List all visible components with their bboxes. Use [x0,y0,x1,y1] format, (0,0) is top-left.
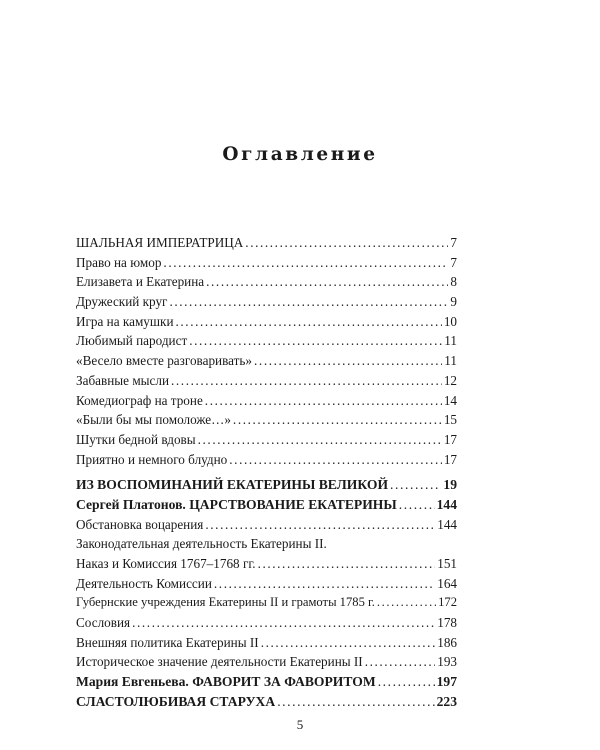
toc-entry-label: Забавные мысли [76,372,170,388]
toc-entry[interactable] [76,633,457,653]
toc-entry[interactable] [76,652,457,672]
toc-leader [171,371,442,391]
toc-entry-page: 15 [443,412,457,428]
toc-entry-page: 19 [443,477,457,493]
toc-entry-page: 7 [450,235,457,250]
table-of-contents [76,233,457,712]
toc-entry[interactable] [76,391,457,411]
toc-leader [229,450,442,470]
toc-leader [132,613,435,633]
toc-entry-page: 8 [450,274,457,290]
toc-entry-label: Внешняя политика Екатерины II [76,634,259,650]
toc-leader [206,272,448,292]
toc-entry[interactable] [76,515,457,535]
toc-entry-page: 11 [444,353,457,369]
toc-entry[interactable] [76,312,457,332]
toc-leader [254,351,442,371]
toc-entry-page: 17 [443,451,457,467]
toc-entry-page: 144 [436,496,457,512]
toc-section[interactable] [76,233,457,253]
toc-leader [163,253,448,273]
toc-entry-label: Любимый пародист [76,333,188,349]
toc-entry[interactable] [76,371,457,391]
toc-entry-label: «Весело вместе разговаривать» [76,353,253,369]
toc-entry-author: Мария Евгеньева. [76,674,189,690]
toc-entry-page: 10 [443,313,457,329]
toc-entry-label: Наказ и Комиссия 1767–1768 гг. [76,556,256,571]
toc-leader [377,593,436,613]
toc-entry-label: Историческое значение деятельности Екатерины II [76,654,363,670]
toc-leader [169,292,448,312]
toc-entry-page: 197 [436,674,457,690]
toc-leader [189,331,442,351]
toc-entry[interactable] [76,292,457,312]
toc-leader [176,312,442,332]
toc-entry-page: 11 [444,333,457,349]
toc-leader [205,391,442,411]
toc-leader [365,652,436,672]
toc-leader [258,554,436,574]
toc-leader [214,574,435,594]
toc-leader [399,495,435,515]
toc-entry[interactable] [76,331,457,351]
toc-entry-label: Губернские учреждения Екатерины II и грамоты 1785 г. [76,595,375,610]
toc-section[interactable] [76,475,457,495]
toc-entry-page: 151 [437,556,457,571]
toc-section[interactable] [76,495,457,515]
toc-entry[interactable] [76,253,457,273]
toc-leader [205,515,435,535]
toc-entry-label: Сословия [76,615,131,631]
toc-entry-page: 9 [450,294,457,310]
toc-entry-page: 193 [437,654,457,670]
toc-leader [233,410,442,430]
toc-entry-page: 223 [436,693,457,709]
toc-entry-label: Шутки бедной вдовы [76,431,196,447]
toc-entry[interactable] [76,554,457,574]
toc-entry-label: «Были бы мы помоложе…» [76,412,231,428]
toc-entry-label: Приятно и немного блудно [76,451,228,467]
toc-entry-page: 164 [437,575,457,591]
toc-entry-page: 172 [438,595,457,610]
toc-leader [378,672,435,692]
toc-entry-page: 14 [443,392,457,408]
toc-entry-label: Елизавета и Екатерина [76,274,205,290]
toc-entry-page: 186 [437,634,457,650]
toc-entry-page: 12 [443,372,457,388]
toc-entry-label: Дружеский круг [76,294,168,310]
toc-leader [277,692,434,712]
toc-entry-label: Законодательная деятельность Екатерины II. [76,536,327,552]
toc-entry-page: 144 [437,516,457,532]
toc-entry[interactable] [76,593,457,613]
toc-entry-label: ШАЛЬНАЯ ИМПЕРАТРИЦА [76,235,244,250]
toc-entry-label: ФАВОРИТ ЗА ФАВОРИТОМ [192,674,376,690]
toc-entry-label: СЛАСТОЛЮБИВАЯ СТАРУХА [76,693,276,709]
toc-leader [198,430,442,450]
toc-entry-author: Сергей Платонов. [76,496,186,512]
toc-section[interactable] [76,672,457,692]
toc-entry[interactable] [76,534,457,554]
toc-entry-label: ЦАРСТВОВАНИЕ ЕКАТЕРИНЫ [189,496,397,512]
toc-entry-page: 7 [450,254,457,270]
toc-entry-page: 17 [443,431,457,447]
toc-entry-page: 178 [437,615,457,631]
toc-entry-label: Игра на камушки [76,313,174,329]
page-number: 5 [296,717,304,732]
toc-leader [261,633,436,653]
toc-entry[interactable] [76,450,457,470]
toc-entry[interactable] [76,410,457,430]
toc-entry-label: Обстановка воцарения [76,516,204,532]
toc-entry[interactable] [76,351,457,371]
toc-entry-label: ИЗ ВОСПОМИНАНИЙ ЕКАТЕРИНЫ ВЕЛИКОЙ [76,477,389,493]
toc-section[interactable] [76,692,457,712]
toc-entry-label: Право на юмор [76,254,162,270]
toc-entry[interactable] [76,574,457,594]
page-title: Оглавление [222,144,378,165]
toc-entry[interactable] [76,272,457,292]
toc-entry[interactable] [76,613,457,633]
toc-entry-label: Комедиограф на троне [76,392,203,408]
toc-leader [245,233,448,253]
toc-leader [390,475,441,495]
toc-entry[interactable] [76,430,457,450]
toc-entry-label: Деятельность Комиссии [76,575,212,591]
